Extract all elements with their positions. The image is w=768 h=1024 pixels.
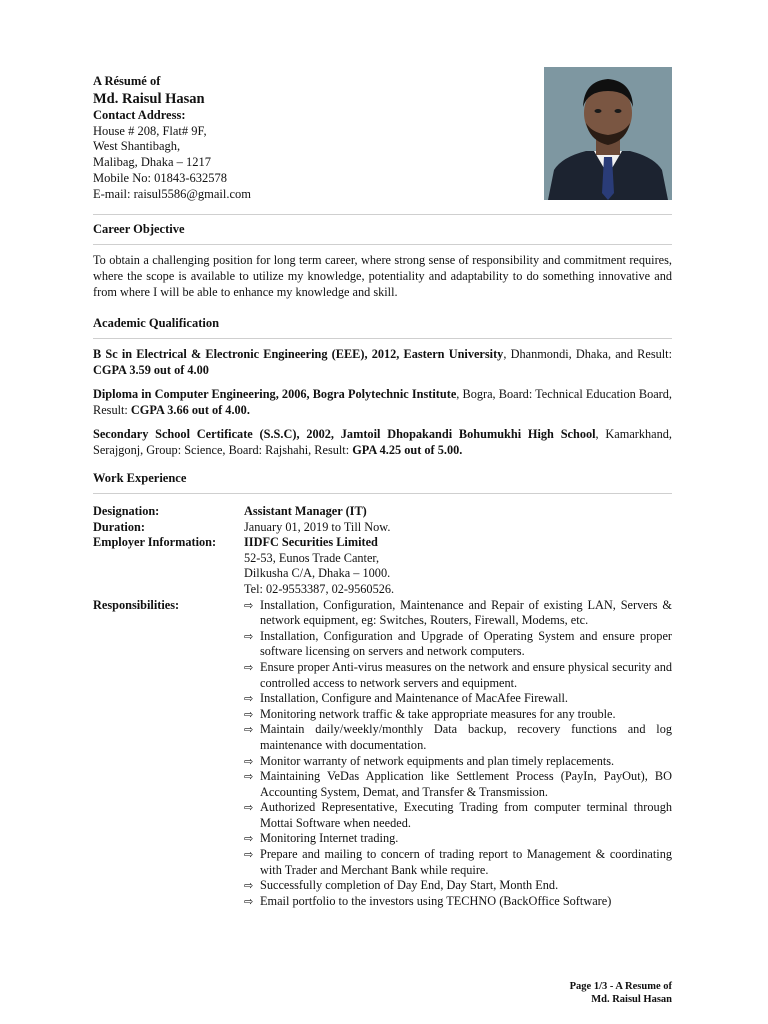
work-details	[93, 504, 672, 909]
arrow-bullet-icon: ⇨	[244, 707, 254, 721]
resume-intro: A Résumé of	[93, 74, 161, 88]
arrow-bullet-icon: ⇨	[244, 629, 254, 643]
profile-photo	[544, 67, 672, 200]
email-address: raisul5586@gmail.com	[133, 186, 252, 201]
page-footer	[570, 980, 672, 1006]
academic-item	[93, 426, 672, 458]
responsibility-item: ⇨ Successfully completion of Day End, Day Start, Month End.	[244, 878, 559, 893]
arrow-bullet-icon: ⇨	[244, 801, 254, 815]
resume-page	[93, 74, 672, 909]
responsibility-list	[244, 598, 672, 910]
employer-row	[93, 535, 672, 597]
arrow-bullet-icon: ⇨	[244, 770, 254, 784]
degree-grade: CGPA 3.59 out of 4.00	[93, 363, 209, 377]
degree-grade: CGPA 3.66 out of 4.00.	[130, 403, 250, 417]
mobile-number: 01843-632578	[154, 170, 228, 185]
arrow-bullet-icon: ⇨	[244, 894, 254, 908]
responsibility-item: ⇨ Monitoring Internet trading.	[244, 831, 399, 846]
responsibility-item: ⇨ Email portfolio to the investors using TECHNO (BackOffice Software)	[244, 893, 612, 908]
degree-title: B Sc in Electrical & Electronic Engineering (EEE), 2012, Eastern University	[93, 347, 504, 361]
responsibility-item: ⇨ Maintaining VeDas Application like Settlement Process (PayIn, PayOut), BO Accounting System, Demat, and Transfer & Transmission.	[244, 769, 672, 799]
employer-phone: Tel: 02-9553387, 02-9560526.	[244, 581, 395, 596]
arrow-bullet-icon: ⇨	[244, 660, 254, 674]
arrow-bullet-icon: ⇨	[244, 754, 254, 768]
designation-row	[93, 504, 672, 520]
responsibility-item: ⇨ Authorized Representative, Executing Trading from computer terminal through Mottai Software when needed.	[244, 800, 672, 830]
responsibility-item: ⇨ Ensure proper Anti-virus measures on the network and ensure physical security and controlled access to network servers and equipment.	[244, 659, 672, 690]
degree-details: , Bogra, Board: Technical Education Board, Result:	[93, 387, 673, 417]
email-label: E-mail:	[93, 186, 131, 201]
degree-title: Diploma in Computer Engineering, 2006, Bogra Polytechnic Institute	[93, 387, 457, 401]
employer-info	[244, 535, 672, 597]
arrow-bullet-icon: ⇨	[244, 848, 254, 862]
footer-page-number: Page 1/3 - A Resume of	[569, 981, 672, 992]
resume-header	[93, 74, 672, 208]
arrow-bullet-icon: ⇨	[244, 723, 254, 737]
section-divider	[93, 244, 672, 245]
responsibilities-label: Responsibilities:	[93, 597, 180, 612]
degree-details: , Dhanmondi, Dhaka, and Result:	[503, 347, 672, 361]
mobile-label: Mobile No:	[93, 170, 151, 185]
responsibilities	[244, 598, 672, 910]
portrait-image	[544, 67, 672, 200]
academic-item	[93, 346, 672, 378]
designation-value: Assistant Manager (IT)	[244, 504, 367, 518]
section-divider	[93, 338, 672, 339]
responsibility-item: ⇨ Maintain daily/weekly/monthly Data backup, recovery functions and log maintenance with documentation.	[244, 722, 672, 752]
responsibility-item: ⇨ Prepare and mailing to concern of trading report to Management & coordinating with Trader and Merchant Bank while require.	[244, 847, 672, 877]
work-experience-title: Work Experience	[93, 471, 187, 485]
duration-row	[93, 520, 672, 536]
section-divider	[93, 493, 672, 494]
contact-heading: Contact Address:	[93, 107, 186, 122]
responsibility-item: ⇨ Installation, Configure and Maintenance of MacAfee Firewall.	[244, 691, 568, 706]
academic-qualification-title: Academic Qualification	[93, 316, 220, 330]
section-divider	[93, 214, 672, 215]
address-line: West Shantibagh,	[93, 139, 181, 154]
employer-address-line: Dilkusha C/A, Dhaka – 1000.	[244, 566, 391, 581]
academic-item	[93, 386, 672, 418]
candidate-name: Md. Raisul Hasan	[93, 90, 205, 107]
arrow-bullet-icon: ⇨	[244, 879, 254, 893]
duration-value: January 01, 2019 to Till Now.	[244, 519, 391, 534]
address-line: Malibag, Dhaka – 1217	[93, 155, 212, 170]
employer-address-line: 52-53, Eunos Trade Canter,	[244, 550, 380, 565]
duration-label: Duration:	[93, 519, 145, 534]
designation-label: Designation:	[93, 504, 160, 518]
career-objective-text: To obtain a challenging position for long term career, where strong sense of responsibility and commitment requires, where the scope is available to utilize my knowledge, potentiality and adaptability to do something innovative and from where I will be able to enhance my knowledge and skill.	[93, 253, 672, 299]
degree-grade: GPA 4.25 out of 5.00.	[352, 443, 463, 457]
responsibility-item: ⇨ Installation, Configuration, Maintenance and Repair of existing LAN, Servers & network equipment, eg: Switches, Routers, Firewall, Modems, etc.	[244, 597, 672, 628]
arrow-bullet-icon: ⇨	[244, 598, 254, 612]
arrow-bullet-icon: ⇨	[244, 832, 254, 846]
degree-details: , Kamarkhand, Serajgonj, Group: Science, Board: Rajshahi, Result:	[93, 427, 672, 457]
responsibilities-row	[93, 598, 672, 910]
degree-title: Secondary School Certificate (S.S.C), 2002, Jamtoil Dhopakandi Bohumukhi High School	[93, 427, 596, 441]
responsibility-item: ⇨ Installation, Configuration and Upgrade of Operating System and ensure proper software licensing on servers and network computers.	[244, 628, 672, 659]
footer-name: Md. Raisul Hasan	[591, 994, 672, 1005]
address-line: House # 208, Flat# 9F,	[93, 123, 207, 138]
career-objective-title: Career Objective	[93, 222, 185, 236]
responsibility-item: ⇨ Monitoring network traffic & take appropriate measures for any trouble.	[244, 706, 616, 721]
employer-name: IIDFC Securities Limited	[244, 535, 378, 550]
employer-label: Employer Information:	[93, 535, 217, 550]
academic-list	[93, 346, 672, 458]
responsibility-item: ⇨ Monitor warranty of network equipments and plan timely replacements.	[244, 753, 615, 768]
arrow-bullet-icon: ⇨	[244, 692, 254, 706]
